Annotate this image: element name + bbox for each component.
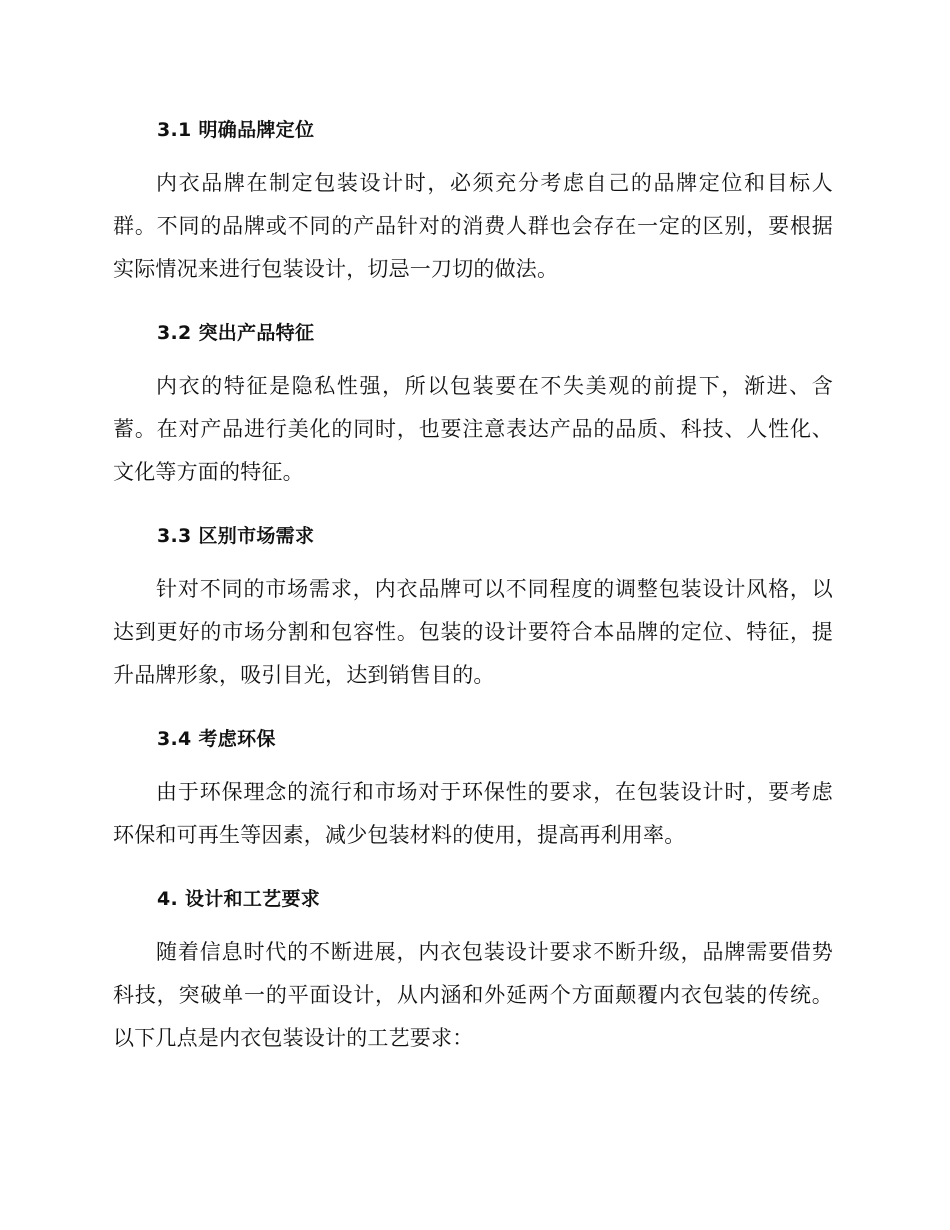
section-heading: 4. 设计和工艺要求 [157,888,321,910]
section-paragraph: 随着信息时代的不断进展，内衣包装设计要求不断升级，品牌需要借势科技，突破单一的平面设计，从内涵和外延两个方面颠覆内衣包装的传统。以下几点是内衣包装设计的工艺要求： [113,940,833,1050]
section-heading: 3.1 明确品牌定位 [157,119,315,141]
document-page [113,106,833,1078]
section-3-2 [113,309,833,494]
section-paragraph: 针对不同的市场需求，内衣品牌可以不同程度的调整包装设计风格，以达到更好的市场分割和包容性。包装的设计要符合本品牌的定位、特征，提升品牌形象，吸引目光，达到销售目的。 [113,577,833,687]
section-heading: 3.2 突出产品特征 [157,322,315,344]
section-paragraph: 由于环保理念的流行和市场对于环保性的要求，在包装设计时，要考虑环保和可再生等因素，减少包装材料的使用，提高再利用率。 [113,780,833,847]
section-heading: 3.3 区别市场需求 [157,525,315,547]
section-heading: 3.4 考虑环保 [157,728,276,750]
section-4 [113,875,833,1060]
section-3-4 [113,715,833,857]
section-3-1 [113,106,833,291]
section-paragraph: 内衣的特征是隐私性强，所以包装要在不失美观的前提下，渐进、含蓄。在对产品进行美化的同时，也要注意表达产品的品质、科技、人性化、文化等方面的特征。 [113,374,833,484]
section-paragraph: 内衣品牌在制定包装设计时，必须充分考虑自己的品牌定位和目标人群。不同的品牌或不同的产品针对的消费人群也会存在一定的区别，要根据实际情况来进行包装设计，切忌一刀切的做法。 [113,171,833,281]
section-3-3 [113,512,833,697]
